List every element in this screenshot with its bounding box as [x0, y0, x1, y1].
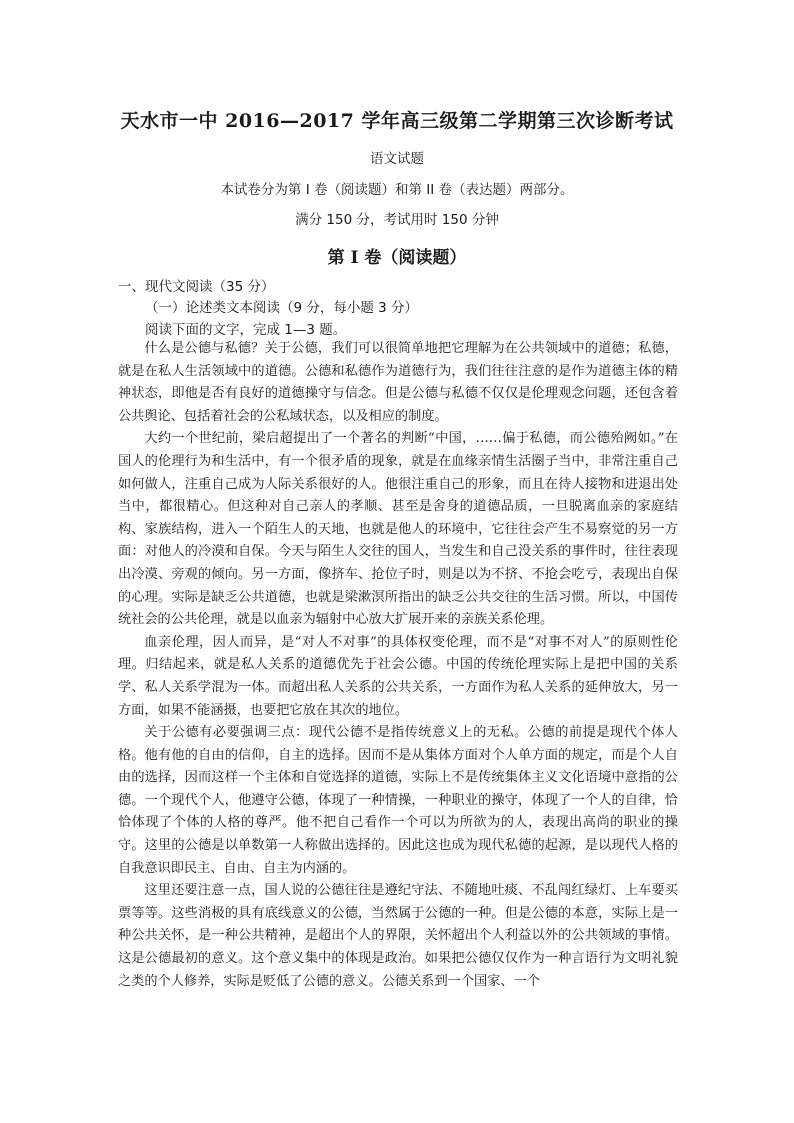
reading-passage [118, 338, 678, 993]
subject-label: 语文试题 [370, 151, 424, 167]
score-time-note: 满分 150 分，考试用时 150 分钟 [295, 212, 499, 228]
passage-paragraph-5: 这里还要注意一点，国人说的公德往往是遵纪守法、不随地吐痰、不乱闯红绿灯、上车要买票等等。这些消极的具有底线意义的公德，当然属于公德的一种。但是公德的本意，实际上是一种公共关怀，是一种公共精神，是超出个人的界限，关怀超出个人利益以外的公共领域的事情。这是公德最初的意义。这个意义集中的体现是政治。如果把公德仅仅作为一种言语行为文明礼貌之类的个人修养，实际是贬低了公德的意义。公德关系到一个国家、一个 [118, 883, 678, 989]
passage-paragraph-1: 什么是公德与私德？关于公德，我们可以很简单地把它理解为在公共领域中的道德；私德，就是在私人生活领域中的道德。公德和私德作为道德行为，我们往往注意的是作为道德主体的精神状态，即他是否有良好的道德操守与信念。但是公德与私德不仅仅是伦理观念问题，还包含着公共舆论、包括着社会的公私域状态，以及相应的制度。 [118, 341, 678, 424]
part-title: 第 I 卷（阅读题） [327, 248, 467, 268]
exam-title: 天水市一中 2016—2017 学年高三级第二学期第三次诊断考试 [120, 110, 674, 132]
subsection-heading: （一）论述类文本阅读（9 分，每小题 3 分） [145, 300, 419, 316]
passage-paragraph-3: 血亲伦理，因人而异，是“对人不对事”的具体权变伦理，而不是“对事不对人”的原则性伦理。归结起来，就是私人关系的道德优先于社会公德。中国的传统伦理实际上是把中国的关系学、私人关系学混为一体。而超出私人关系的公共关系，一方面作为私人关系的延伸放大，另一方面，如果不能涵摄，也要把它放在其次的地位。 [118, 634, 678, 718]
passage-paragraph-2: 大约一个世纪前，梁启超提出了一个著名的判断“中国，……偏于私德，而公德殆阙如。”在国人的伦理行为和生活中，有一个很矛盾的现象，就是在血缘亲情生活圈子当中，非常注重自己如何做人，注重自己成为人际关系很好的人。他很注重自己的形象，而且在待人接物和进退出处当中，都很精心。但这种对自己亲人的孝顺、甚至是舍身的道德品质，一旦脱离血亲的家庭结构、家族结构，进入一个陌生人的天地，也就是他人的环境中，它往往会产生不易察觉的另一方面：对他人的冷漠和自保。今天与陌生人交往的国人，当发生和自己没关系的事件时，往往表现出冷漠、旁观的倾向。另一方面，像挤车、抢位子时，则是以为不挤、不抢会吃亏，表现出自保的心理。实际是缺乏公共道德，也就是梁漱溟所指出的缺乏公共交往的生活习惯。所以，中国传统社会的公共伦理，就是以血亲为辐射中心放大扩展开来的亲族关系伦理。 [118, 431, 678, 628]
passage-paragraph-4: 关于公德有必要强调三点：现代公德不是指传统意义上的无私。公德的前提是现代个体人格。他有他的自由的信仰，自主的选择。因而不是从集体方面对个人单方面的规定，而是个人自由的选择，因而这样一个主体和自觉选择的道德，实际上不是传统集体主义文化语境中意指的公德。一个现代个人，他遵守公德，体现了一种情操，一种职业的操守，体现了一个人的自律，恰恰体现了个体的人格的尊严。他不把自己看作一个可以为所欲为的人，表现出高尚的职业的操守。这里的公德是以单数第一人称做出选择的。因此这也成为现代私德的起源，是以现代人格的自我意识即民主、自由、自主为内涵的。 [118, 725, 678, 876]
reading-instruction: 阅读下面的文字，完成 1—3 题。 [145, 322, 347, 338]
section-heading: 一、现代文阅读（35 分） [118, 279, 275, 295]
structure-note: 本试卷分为第 I 卷（阅读题）和第 II 卷（表达题）两部分。 [220, 182, 574, 198]
